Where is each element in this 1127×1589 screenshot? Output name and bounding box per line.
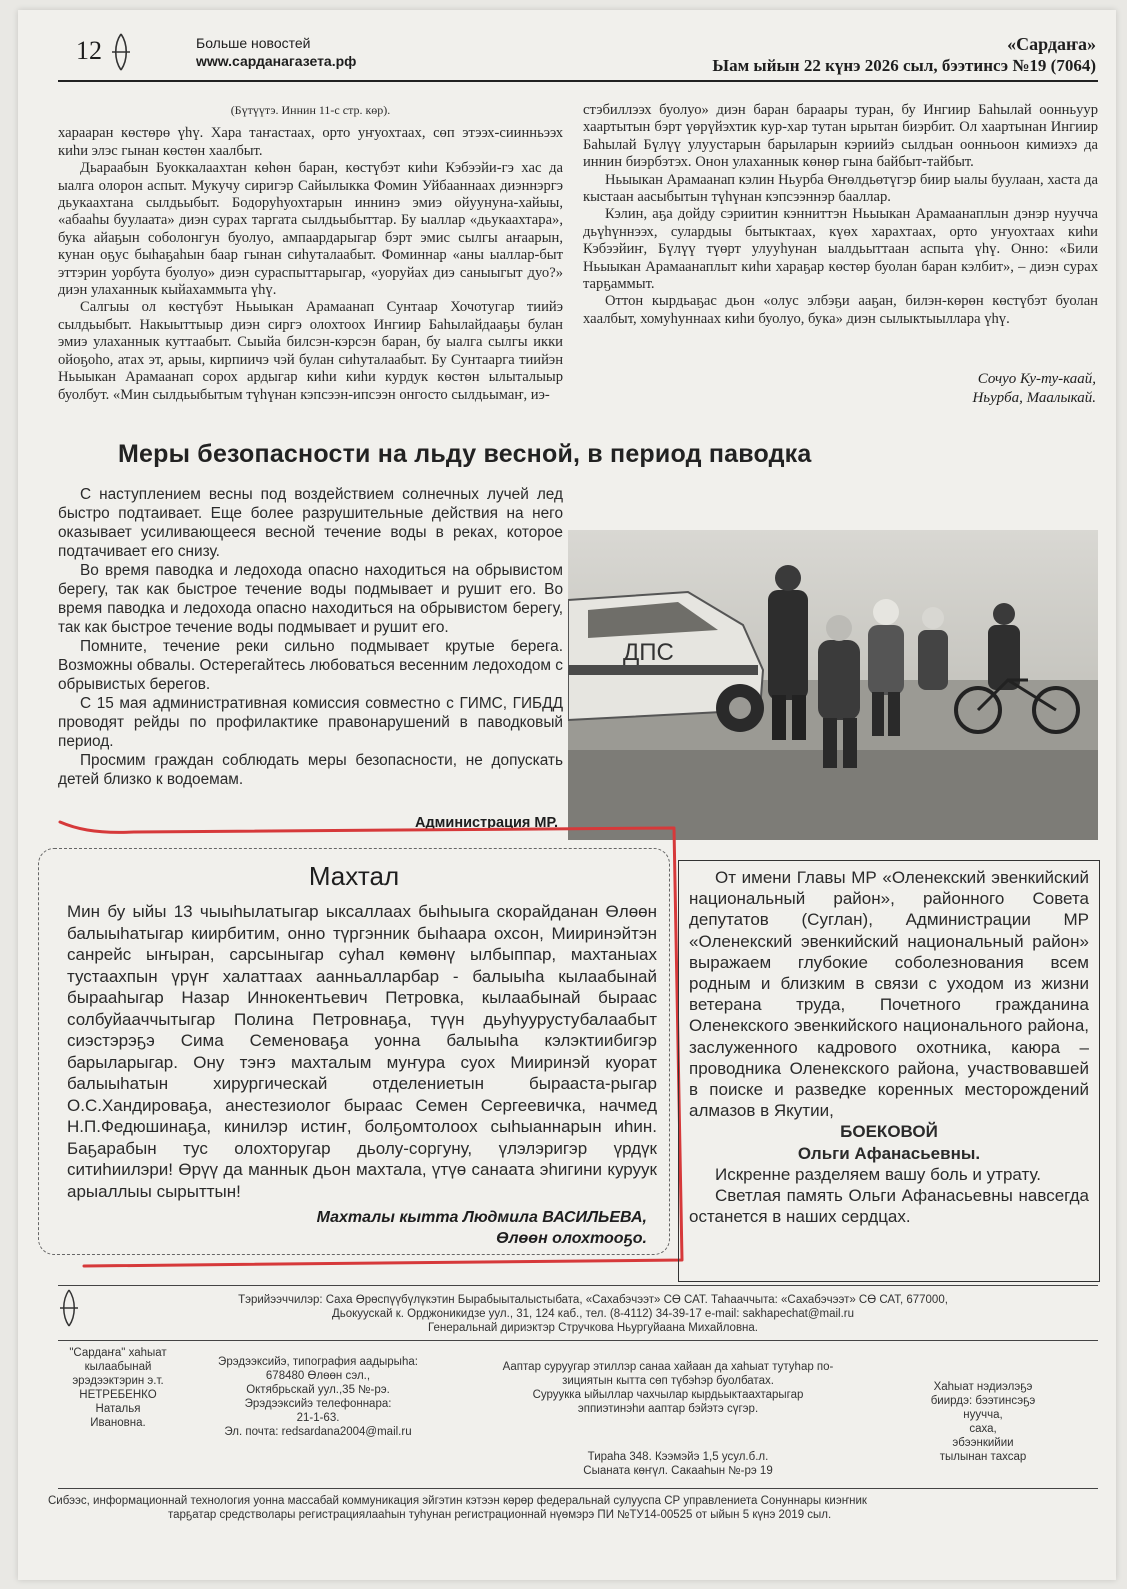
article-signature: Администрация МР.	[415, 815, 558, 831]
issue-line: Ыам ыйын 22 күнэ 2026 сыл, бээтинсэ №19 (7064)	[712, 56, 1096, 75]
note-line: эппиэтинэһи ааптар бэйэтэ сүгэр.	[577, 1403, 759, 1415]
story-paragraph: Оттон кырдьаҕас дьон «олус элбэҕи ааҕан, билэн-көрөн көстүбэт буолан хаалбыт, хомуһуннаах киһи буолуо, бука» диэн сылыктыыллара үһү.	[583, 293, 1098, 327]
thanks-signature-line: Өлөөн олохтооҕо.	[496, 1230, 647, 1247]
print-line: Тираһа 348. Кээмэйэ 1,5 усул.б.л.	[587, 1451, 769, 1463]
story-paragraph: Дьараабын Буоккалаахтан көһөн баран, көстүбэт киһи Кэбээйи-гэ хас да ыалга олорон аспыт. Мукучу сиригэр Сайылыкка Фомин Уйбааннаах диэннэргэ дьукаахтана сылдьыбыт. Бодоруһуохтарын иннинэ эмиэ ойуунуна-хайыы, «абааһы буулаата» диэн сурах таргата сылдьыбыттар. Бу ыаллар «дьукаахтара», бука айаҕын соболонгун буолуо, ампаардарыгар бэрт эмис сылгы аҥаарын, кунан оҕус быһаҕаһын баар гынан сиһуталаабыт. Фоминнар «аны ыаллар-быт эттэрин уорбута буолуо» диэн сураспыттарыгар, «уоруйах диэ саныыгыт дуо?» диэн улаханнык кыйахаммыта үһү.	[58, 160, 563, 299]
sardana-flower-logo-icon	[110, 32, 132, 72]
note-line: Суруукка ыйыллар чахчылар кырдьыктаахтарыгар	[532, 1389, 804, 1401]
registration-line: Сибээс, информационнай технология уонна массабай коммуникация эйгэтин кэтээн көрөр федеральнай сулууспа СР управлениета Сонуннары киэҥник	[48, 1495, 867, 1507]
sardana-flower-footer-icon	[58, 1288, 80, 1328]
author-place: Ньурба, Маалыкай.	[972, 390, 1096, 406]
article-paragraph: Помните, течение реки сильно подмывает крутые берега. Возможны обвалы. Остерегайтесь любоваться весенним ледоходом с обрывистых берегов.	[58, 638, 563, 693]
car-text: ДПС	[623, 639, 674, 666]
schedule-line: эбээнкийии	[952, 1437, 1014, 1449]
paper-name: «Сардаҥа»	[1007, 34, 1096, 54]
editor-line: Ивановна.	[90, 1417, 146, 1429]
story-paragraph: Кэлин, аҕа дойду сэриитин кэнниттэн Ньыыкан Арамаанаплын дэнэр нуучча дьүһүннээх, сулардыы бытыктаах, күөх харахтаах, орто уҥуохтаах киһи Кэбээйиҥ, Бүлүү түөрт улууһунан ыалдьыттаан аспыта үһү. Онно: «Били Ньыыкан Арамаанаплыт киһи хараҕар көстөр буолан баран кэлбит», – диэн сурах тарҕаммыт.	[583, 206, 1098, 293]
footer-rule	[58, 1340, 1098, 1341]
more-news-label: Больше новостей	[196, 35, 311, 51]
article-paragraph: Во время паводка и ледохода опасно находиться на обрывистом берегу, так как быстрое течение воды подмывает и рушит его. Во время паводка и ледохода опасно находиться на обрывистом берегу, так как быстрое течение воды подмывает и рушит его.	[58, 562, 563, 636]
author-name: Сочуо Ку-ту-каай,	[977, 371, 1096, 387]
address-line: 678480 Өлөөн сэл.,	[265, 1370, 371, 1382]
print-run-block	[538, 1450, 818, 1478]
founders-line: Генеральнай дириэктэр Стручкова Ньургуйаана Михайловна.	[427, 1322, 759, 1334]
story-paragraph: хараарaн көстөрө үһү. Хара таҥастаах, орто уҥуохтаах, сөп этээх-сиинньээх киһи элэс гынан көстөн хаалбыт.	[58, 125, 563, 159]
story-paragraph: Ньыыкан Арамаанап кэлин Ньурба Өҥөлдьөтүгэр биир ыалы буулаан, хаста да кыстаан аасыбытын түһүнан кэпсээннэр бааллар.	[583, 171, 1098, 206]
editor-line: "Сардаҥа" хаһыат	[69, 1347, 167, 1359]
editor-block	[48, 1346, 188, 1430]
thanks-body: Мин бу ыйы 13 чыыһылатыгар ыксаллаах быһыыга скорайданан Өлөөн балыыһатыгар киирбитим, онно түргэнник быһаара охсон, Мииринэйтэн санрейс ыҥыран, сарсыныгар суһал көмөнү ылбыппар, махтаныах тустаахпын үрүҥ халаттаах аанньалларбар - балыыһа кылаабынай бырааһыгар Назар Иннокентьевич Петровка, кылаабынай бырaас солбуйааччытыгар Полина Петровнаҕа, түүн дьуһуурустубалаабыт сиэстэрэҕэ Сима Семеноваҕа уонна балыыһа кэлэктиибигэр барыларыгар. Ону тэҥэ махталым муҥура суох Мииринэй куорат балыыһатын хирургическай отделениетын бырааста-рыгар О.С.Хандироваҕа, анестезиолог бырaас Семен Сергеевичка, начмед Н.П.Федюшинаҕа, кинилэр истиҥ, болҕомтолоох сыһыаннарын иһин. Баҕарабын тус олохторугар дьолу-соргуну, үлэлэригэр үрдүк ситиһиилэри! Өрүү да маннык дьон махтала, үтүө санаата эһигини куруук арыаллыы сырыттын!	[67, 902, 657, 1201]
address-line: Эрэдээксийэ телефоннара:	[244, 1398, 392, 1410]
note-line: Ааптар суруугар этиллэр санаа хайаан да хаһыат тутуһар по-	[502, 1361, 834, 1373]
address-line: 21-1-63.	[296, 1412, 340, 1424]
editor-line: кылаабынай	[84, 1361, 152, 1373]
print-line: Сыаната көҥүл. Сакааһын №-рэ 19	[583, 1465, 773, 1477]
footer-rule	[58, 1285, 1098, 1286]
schedule-line: тылынан тахсар	[939, 1451, 1027, 1463]
condolence-paragraph: От имени Главы МР «Оленекский эвенкийский национальный район», районного Совета депутатов (Суглан), Администрации МР «Оленекский эвенкийский национальный район» выражаем глубокие соболезнования всем родным и близким в связи с уходом из жизни ветерана труда, Почетного гражданина Оленекского эвенкийского национального района, заслуженного кадрового охотника, каюра – проводника Оленекского района, участвовавшей в поиске и разведке коренных месторождений алмазов в Якутии,	[689, 868, 1089, 1121]
condolence-name: БОЕКОВОЙ	[840, 1122, 938, 1142]
newspaper-page	[18, 10, 1116, 1580]
story-paragraph: Салгыы ол көстүбэт Ньыыкан Арамаанап Сунтаар Хочотугар тиийэ сылдьыбыт. Накыыттыыр диэн сиргэ олохтоох Ингиир Баһылайдааҕы булан эмиэ улаханнык куттаабыт. Сыыйа билсэн-кэрсэн баран, бу ыалга сылгы икки ойоҕоһо, атах эт, арыы, кирпиичэ чэй булан сиһуталаабыт. Бу Сунтаарга тиийэн Ньыыкан Арамаанап сорох ардыгар киһи киһи курдук көстөн ылыталыыр буолбут. «Мин сылдьыбытым түһүнан кэпсээн-ипсээн онгосто сылдьымаҥ, иэ-	[58, 299, 563, 403]
page-number: 12	[76, 36, 102, 65]
founders-line: Тэрийээччилэр: Саха Өрөспүүбүлүкэтин Бырабыыталыстыбата, «Сахабэчээт» СӨ САТ. Таһааччыта: «Сахабэчээт» СӨ САТ, 677000,	[238, 1294, 948, 1306]
article-paragraph: Просмим граждан соблюдать меры безопасности, не допускать детей близко к водоемам.	[58, 752, 563, 788]
thanks-title: Махтал	[308, 861, 400, 891]
condolence-box	[678, 860, 1100, 1282]
safety-article	[58, 485, 563, 789]
address-line: Эрэдээксийэ, типография аадырыһа:	[218, 1356, 418, 1368]
article-paragraph: С наступлением весны под воздействием солнечных лучей лед быстро подтаивает. Еще более разрушительные действия на него оказывает усиливающееся весной течение воды в реках, которое подтачивает его снизу.	[58, 486, 563, 560]
founders-block	[88, 1293, 1098, 1335]
left-column-story	[58, 102, 563, 404]
more-news-url[interactable]: www.сарданагазета.рф	[196, 53, 357, 69]
condolence-name: Ольги Афанасьевны.	[797, 1143, 981, 1163]
condolence-paragraph: Светлая память Ольги Афанасьевны навсегда останется в наших сердцах.	[689, 1186, 1089, 1227]
author-signature	[972, 370, 1096, 408]
registration-line: тарҕатар средстволары регистрациялааһын туһунан регистрационнай нүөмэрэ ПИ №ТУ14-00525 от ыйын 5 күнэ 2019 сыл.	[168, 1509, 832, 1521]
schedule-line: Хаһыат нэдиэлэҕэ	[933, 1381, 1033, 1393]
address-line: Октябрьскай уул.,35 №-рэ.	[246, 1384, 390, 1396]
article-photo	[568, 530, 1098, 840]
schedule-line: нуучча,	[963, 1409, 1003, 1421]
article-paragraph: С 15 мая административная комиссия совместно с ГИМС, ГИБДД проводят рейды по профилактике правонарушений в паводковый период.	[58, 695, 563, 750]
address-email: Эл. почта: redsardana2004@mail.ru	[224, 1426, 412, 1438]
author-note-block	[458, 1360, 878, 1416]
schedule-block	[898, 1380, 1068, 1464]
condolence-body	[689, 867, 1089, 1227]
editor-line: эрэдээктэрин э.т.	[72, 1375, 164, 1387]
police-and-children-photo-icon	[568, 530, 1098, 840]
schedule-line: саха,	[969, 1423, 997, 1435]
thanks-signature-line: Махталы кытта Людмила ВАСИЛЬЕВА,	[316, 1209, 647, 1226]
continuation-note: (Бүтүүтэ. Иннин 11-с стр. көр).	[230, 103, 391, 117]
editor-line: НЕТРЕБЕНКО	[79, 1389, 157, 1401]
footer-rule	[58, 1488, 1098, 1489]
more-news-block	[196, 34, 356, 70]
registration-block	[48, 1494, 1098, 1522]
story-paragraph: стэбиллээх буолуо» диэн баран барaары туран, бу Ингиир Баһылай оонньуур хаартытын бэрт үөрүйэхтик кур-хар тутан ырытан биэрбит. Ол хаартынан Ингиир Баһылай Бүлүү улуустарын барыларын кэриийэ сылдьан оонньоон кимиэхэ да иннин биэрбэтэх. Онон улаханнык көнөр гына байбыт-тайбыт.	[583, 102, 1098, 171]
header-rule	[58, 80, 1098, 82]
note-line: зициятын кытта сөп түбэһэр буолбатах.	[562, 1375, 774, 1387]
right-column-story	[583, 102, 1098, 328]
editor-line: Наталья	[95, 1403, 141, 1415]
founders-line: Дьокуускай к. Орджоникидзе уул., 31, 124 каб., тел. (8-4112) 34-39-17 e-mail: sakhapechat@mail.ru	[331, 1308, 855, 1320]
schedule-line: биирдэ: бээтинсэҕэ	[930, 1395, 1036, 1407]
address-block	[193, 1355, 443, 1439]
condolence-paragraph: Искренне разделяем вашу боль и утрату.	[715, 1164, 1041, 1184]
article-headline: Меры безопасности на льду весной, в период паводка	[118, 440, 812, 468]
red-marker-outline-icon	[54, 818, 704, 1268]
